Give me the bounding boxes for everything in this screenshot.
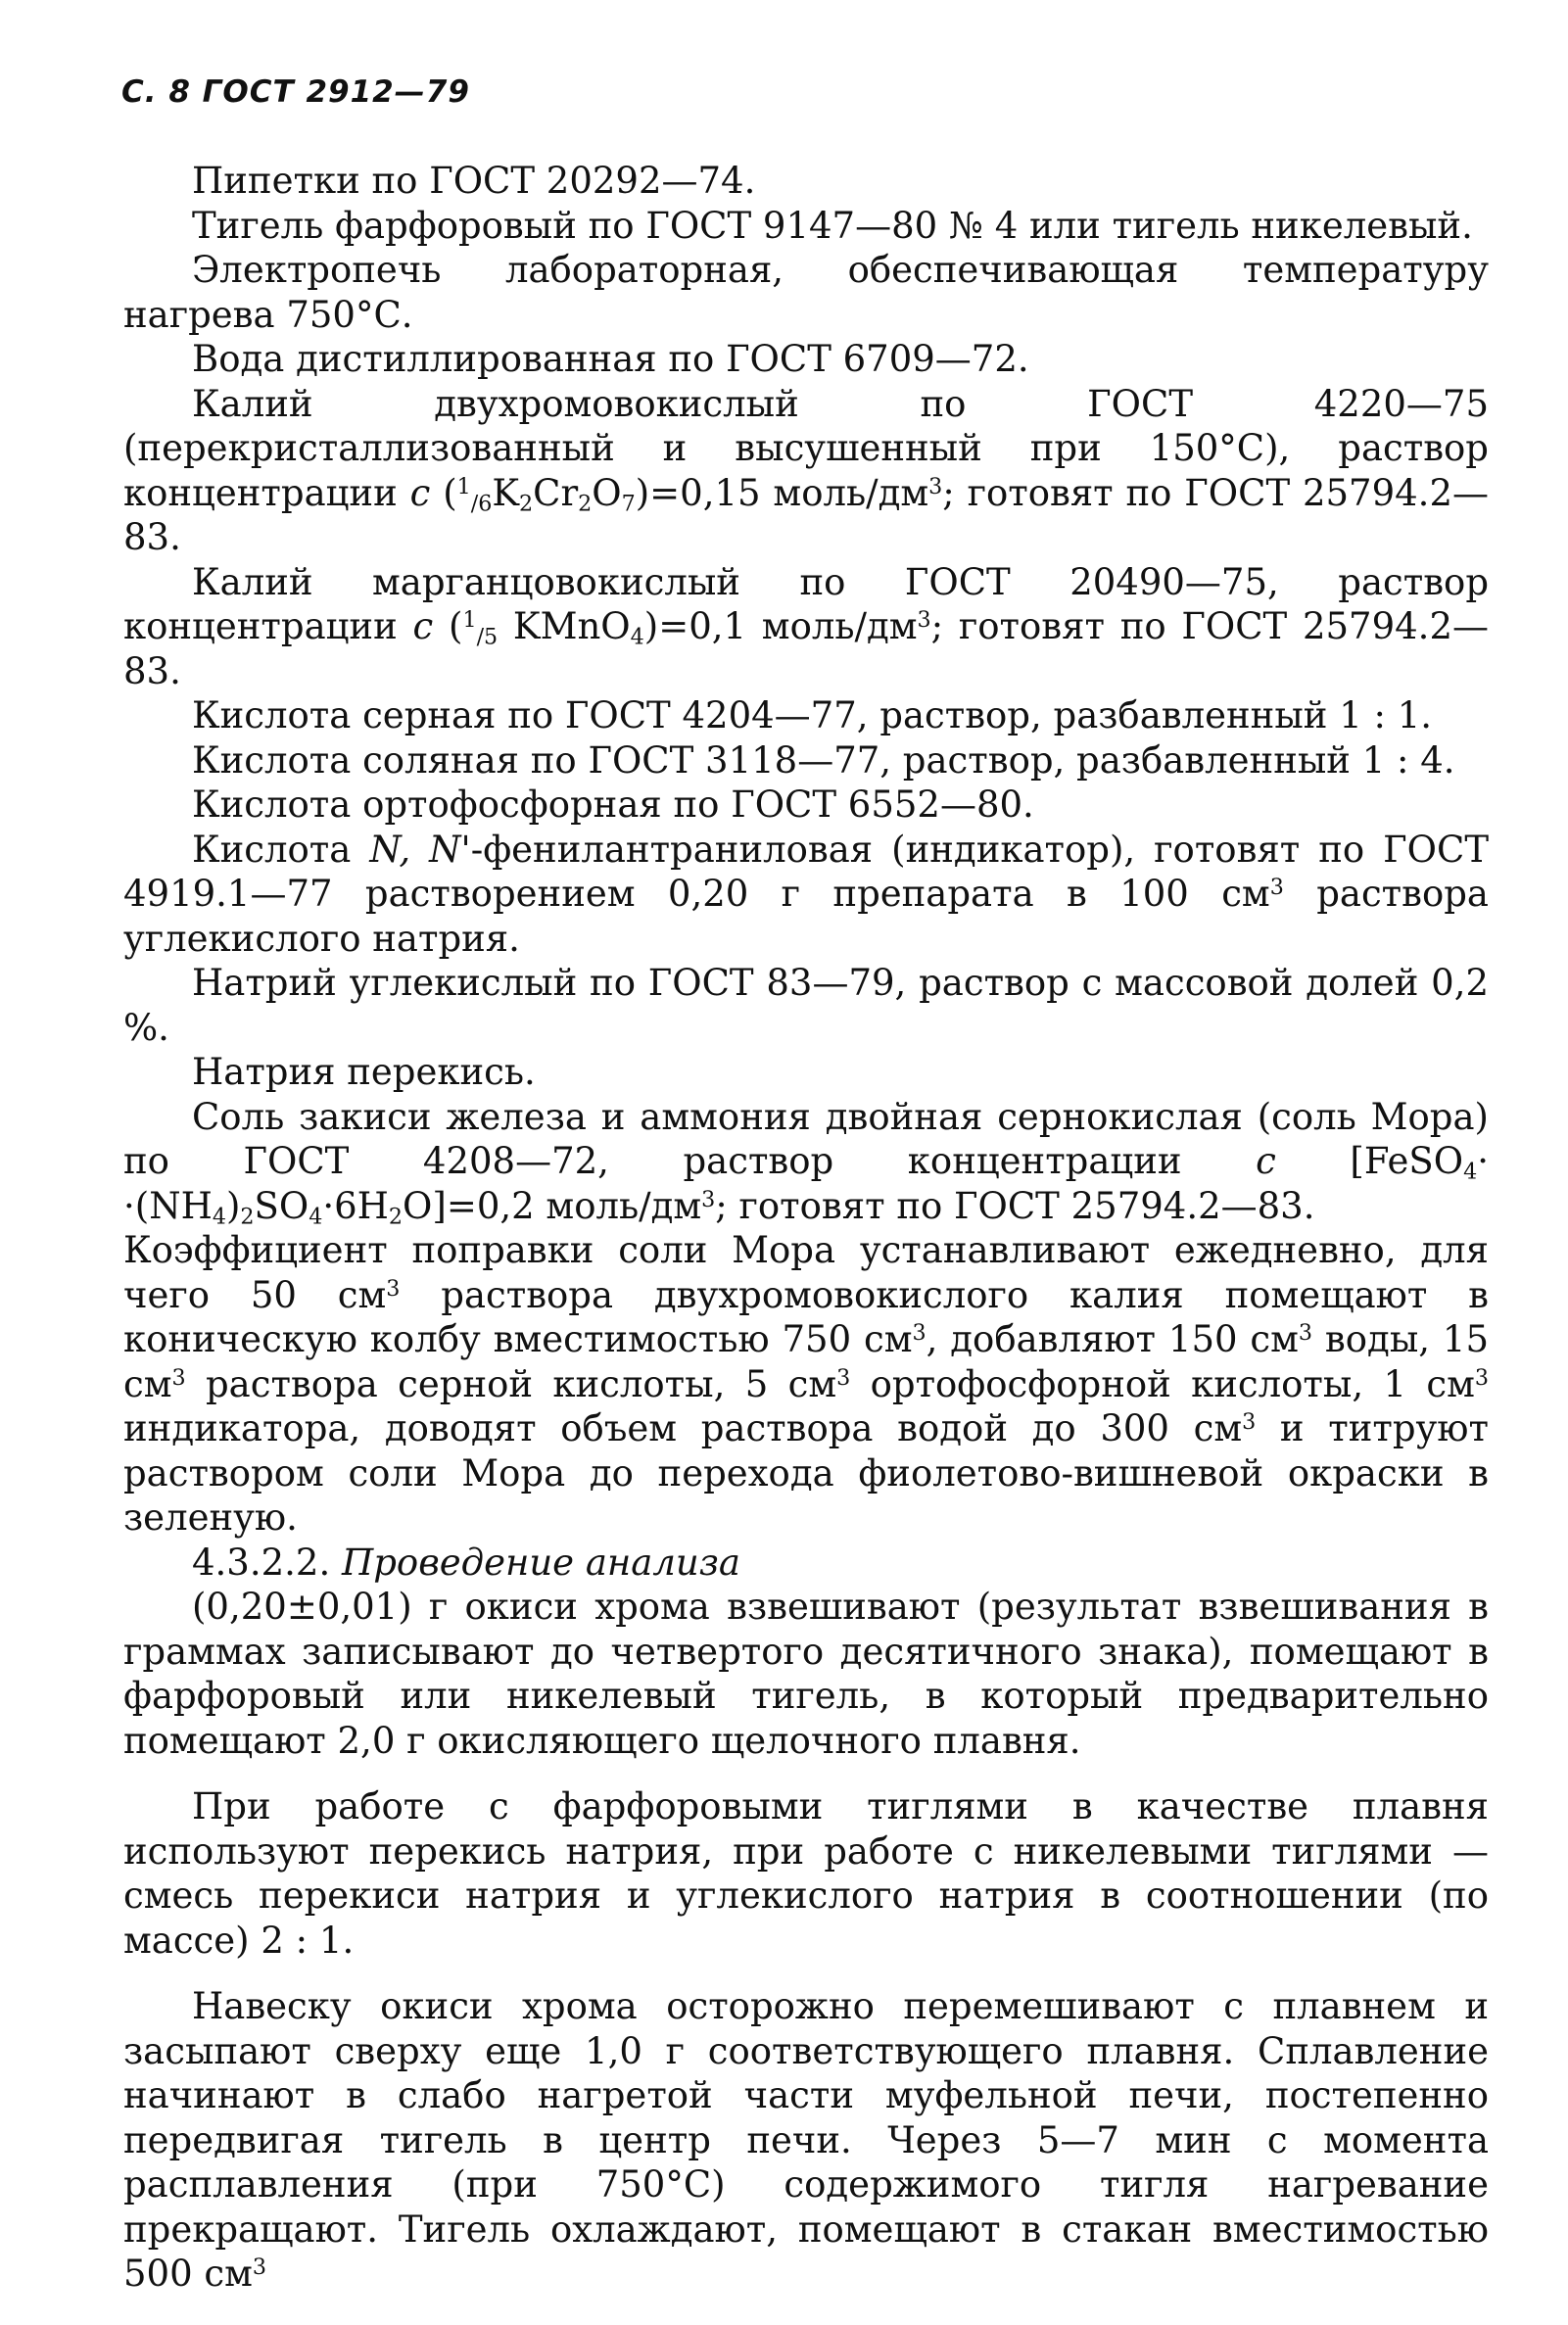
section-title: Проведение анализа	[341, 1541, 740, 1584]
paragraph-indicator	[123, 828, 1489, 962]
unit-superscript: 3	[252, 2254, 267, 2280]
unit-superscript: 3	[1298, 1319, 1313, 1346]
section-heading	[123, 1541, 1489, 1586]
text-run: (	[433, 605, 463, 647]
text-run: Коэффициент поправки соли Мора устанавливают ежедневно, для чего 50 см	[123, 1229, 1489, 1316]
section-number: 4.3.2.2.	[192, 1541, 342, 1584]
paragraph-phosphoric-acid: Кислота ортофосфорная по ГОСТ 6552—80.	[192, 783, 1034, 826]
formula-part: O	[592, 471, 622, 514]
text-run: [FeSO	[1275, 1140, 1464, 1182]
paragraph-pipettes: Пипетки по ГОСТ 20292—74.	[192, 160, 756, 202]
text-run: ; готовят по ГОСТ 25794.2—83.	[123, 471, 1489, 558]
text-run: раствора углекислого натрия.	[123, 873, 1489, 960]
paragraph-sodium-peroxide: Натрия перекись.	[192, 1051, 536, 1093]
unit-superscript: 3	[386, 1275, 401, 1302]
paragraph-correction-factor	[123, 1228, 1489, 1541]
paragraph-hydrochloric-acid: Кислота соляная по ГОСТ 3118—77, раствор, разбавленный 1 : 4.	[192, 738, 1455, 782]
concentration-symbol: c	[412, 605, 434, 647]
text-run: и титруют раствором соли Мора до перехода фиолетово-вишневой окраски в зеленую.	[123, 1407, 1489, 1539]
formula-subscript: 4	[1463, 1159, 1478, 1185]
fraction-numerator: 1	[462, 606, 477, 633]
text-run: Калий марганцовокислый по ГОСТ 20490—75, раствор концентрации	[123, 560, 1489, 647]
text-run: ·(NH	[123, 1184, 213, 1227]
unit-superscript: 3	[836, 1364, 851, 1391]
paragraph-potassium-dichromate	[123, 382, 1489, 560]
text-run: ; готовят по ГОСТ 25794.2—83.	[715, 1184, 1315, 1227]
text-run: ·6H	[322, 1184, 389, 1227]
formula-subscript: 7	[621, 491, 636, 517]
page-header: С. 8 ГОСТ 2912—79	[121, 74, 470, 110]
unit-superscript: 3	[1242, 1408, 1257, 1435]
fraction-numerator: 1	[456, 473, 471, 499]
text-run: -фенилантраниловая (индикатор), готовят по ГОСТ 4919.1—77 растворением 0,20 г препарата в 100 см	[123, 828, 1490, 915]
compound-prefix: N, N'	[369, 828, 471, 871]
unit-superscript: 3	[917, 606, 931, 633]
formula-part: KMnO	[498, 605, 631, 647]
text-run: =0,15 моль/дм	[649, 471, 929, 514]
formula-subscript: 2	[240, 1204, 255, 1230]
unit-superscript: 3	[171, 1364, 186, 1391]
text-run: индикатора, доводят объем раствора водой до 300 см	[123, 1407, 1243, 1449]
text-run: Калий двухромовокислый по ГОСТ 4220—75 (перекристаллизованный и высушенный при 150°С), раствор концентрации	[123, 382, 1489, 514]
paragraph-sulfuric-acid: Кислота серная по ГОСТ 4204—77, раствор, разбавленный 1 : 1.	[192, 694, 1433, 736]
paragraph-sodium-carbonate: Натрий углекислый по ГОСТ 83—79, раствор с массовой долей 0,2 %.	[123, 962, 1489, 1049]
paragraph-water: Вода дистиллированная по ГОСТ 6709—72.	[192, 338, 1029, 380]
concentration-symbol: c	[409, 471, 431, 514]
text-run: воды, 15 см	[123, 1318, 1489, 1405]
text-run: =0,2 моль/дм	[446, 1184, 702, 1227]
text-run: , добавляют 150 см	[926, 1318, 1299, 1360]
document-body	[123, 159, 1489, 2297]
text-run: ортофосфорной кислоты, 1 см	[850, 1362, 1475, 1405]
text-run: SO	[254, 1184, 309, 1227]
unit-superscript: 3	[912, 1319, 927, 1346]
text-run: =0,1 моль/дм	[658, 605, 918, 647]
unit-superscript: 3	[1474, 1364, 1489, 1391]
formula-part: K	[492, 471, 520, 514]
text-run: )	[635, 471, 650, 514]
fraction-denominator: /6	[470, 491, 493, 517]
formula-subscript: 4	[309, 1204, 323, 1230]
unit-superscript: 3	[1269, 874, 1284, 900]
text-run: Кислота	[192, 828, 370, 871]
paragraph-furnace: Электропечь лабораторная, обеспечивающая температуру нагрева 750°С.	[123, 249, 1489, 336]
fraction-denominator: /5	[476, 624, 499, 650]
text-run: ·	[1477, 1140, 1489, 1182]
text-run: O]	[403, 1184, 447, 1227]
unit-superscript: 3	[701, 1186, 716, 1212]
paragraph-flux-choice: При работе с фарфоровыми тиглями в качестве плавня используют перекись натрия, при работе с никелевыми тиглями — смесь перекиси натрия и углекислого натрия в соотношении (по массе) 2 : 1.	[123, 1785, 1489, 1962]
text-run: )	[643, 605, 659, 647]
paragraph-fusion	[123, 1984, 1489, 2297]
text-run: )	[225, 1184, 241, 1227]
paragraph-mohr-salt	[123, 1095, 1489, 1229]
paragraph-potassium-permanganate	[123, 560, 1489, 694]
text-run: раствора серной кислоты, 5 см	[185, 1362, 837, 1405]
text-run: Навеску окиси хрома осторожно перемешивают с плавнем и засыпают сверху еще 1,0 г соответствующего плавня. Сплавление начинают в слабо нагретой части муфельной печи, постепенно передвигая тигель в центр печи. Через 5—7 мин с момента расплавления (при 750°С) содержимого тигля нагревание прекращают. Тигель охлаждают, помещают в стакан вместимостью 500 см	[123, 1985, 1489, 2295]
paragraph-crucible: Тигель фарфоровый по ГОСТ 9147—80 № 4 или тигель никелевый.	[192, 204, 1473, 247]
paragraph-weighing: (0,20±0,01) г окиси хрома взвешивают (результат взвешивания в граммах записывают до четвертого десятичного знака), помещают в фарфоровый или никелевый тигель, в который предварительно помещают 2,0 г окисляющего щелочного плавня.	[123, 1586, 1489, 1762]
formula-subscript: 2	[519, 491, 534, 517]
formula-part: Cr	[533, 471, 579, 514]
formula-subscript: 2	[388, 1204, 404, 1230]
formula-subscript: 4	[630, 624, 644, 650]
concentration-symbol: c	[1256, 1140, 1276, 1182]
text-run: раствора двухромовокислого калия помещают в коническую колбу вместимостью 750 см	[123, 1273, 1490, 1360]
formula-subscript: 2	[578, 491, 593, 517]
text-run: Соль закиси железа и аммония двойная сернокислая (соль Мора) по ГОСТ 4208—72, раствор концентрации	[123, 1095, 1489, 1182]
formula-subscript: 4	[212, 1204, 226, 1230]
text-run: (	[430, 471, 457, 514]
text-run: ; готовят по ГОСТ 25794.2—83.	[123, 605, 1489, 692]
unit-superscript: 3	[928, 473, 943, 499]
